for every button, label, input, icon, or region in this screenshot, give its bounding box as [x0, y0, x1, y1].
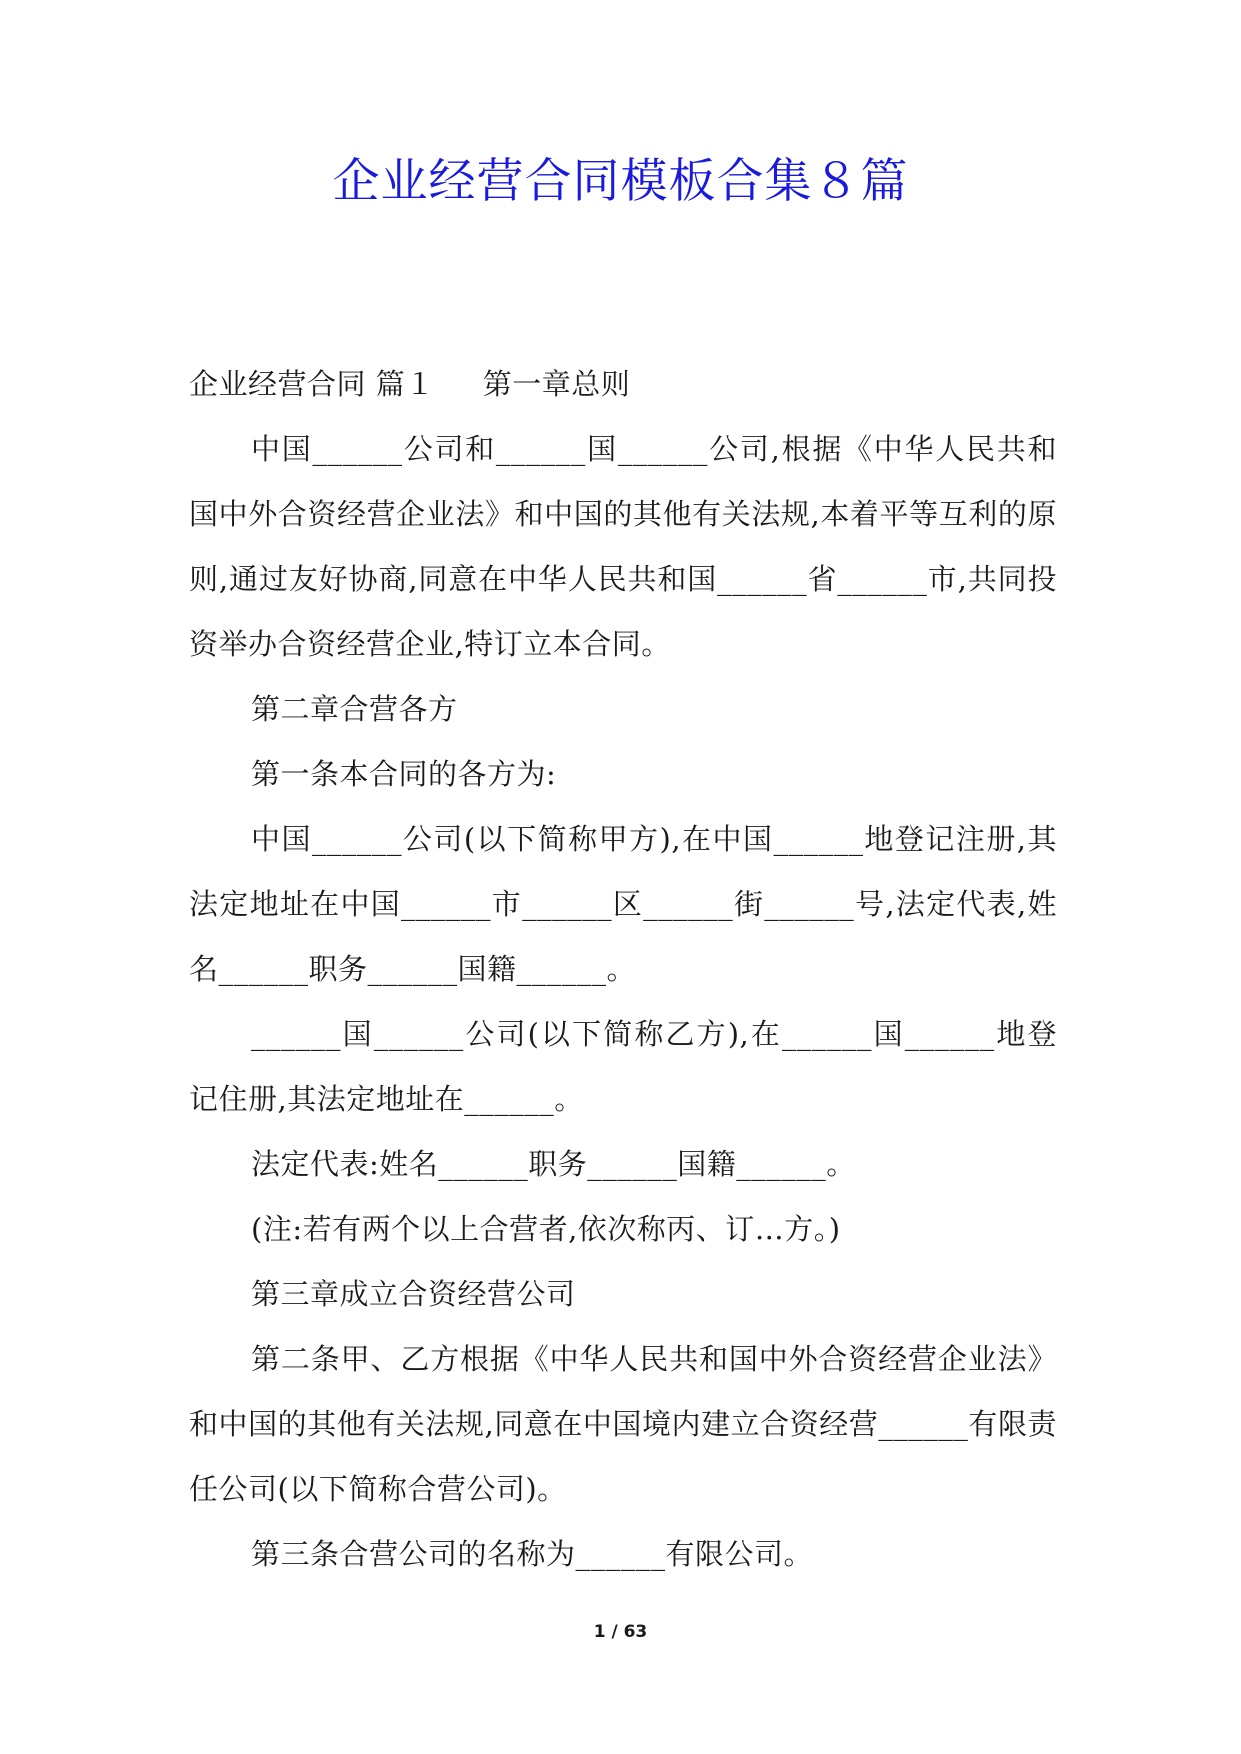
chapter-heading: 第一章总则 — [482, 367, 631, 401]
paragraph-8: 第三章成立合资经营公司 — [251, 1277, 576, 1311]
paragraph-4: 中国______公司(以下简称甲方),在中国______地登记注册,其法定地址在中国______市______区______街______号,法定代表,姓名______职务______国籍______。 — [189, 822, 1057, 986]
contract-heading-label: 企业经营合同 篇１ — [189, 367, 435, 401]
paragraph-6: 法定代表:姓名______职务______国籍______。 — [251, 1147, 856, 1181]
page-number: 1 / 63 — [593, 1622, 648, 1642]
document-title: 企业经营合同模板合集８篇 — [332, 154, 909, 209]
paragraph-7: (注:若有两个以上合营者,依次称丙、订…方。) — [251, 1212, 841, 1246]
document-body — [189, 352, 1057, 1587]
section-heading — [189, 352, 1057, 417]
paragraph-3: 第一条本合同的各方为: — [251, 757, 557, 791]
paragraph-10: 第三条合营公司的名称为______有限公司。 — [251, 1537, 814, 1571]
paragraph-5: ______国______公司(以下简称乙方),在______国______地登记住册,其法定地址在______。 — [189, 1017, 1057, 1116]
paragraph-9: 第二条甲、乙方根据《中华人民共和国中外合资经营企业法》和中国的其他有关法规,同意在中国境内建立合资经营______有限责任公司(以下简称合营公司)。 — [189, 1342, 1057, 1506]
paragraph-2: 第二章合营各方 — [251, 692, 458, 726]
paragraph-1: 中国______公司和______国______公司,根据《中华人民共和国中外合资经营企业法》和中国的其他有关法规,本着平等互利的原则,通过友好协商,同意在中华人民共和国______省______市,共同投资举办合资经营企业,特订立本合同。 — [189, 432, 1057, 661]
